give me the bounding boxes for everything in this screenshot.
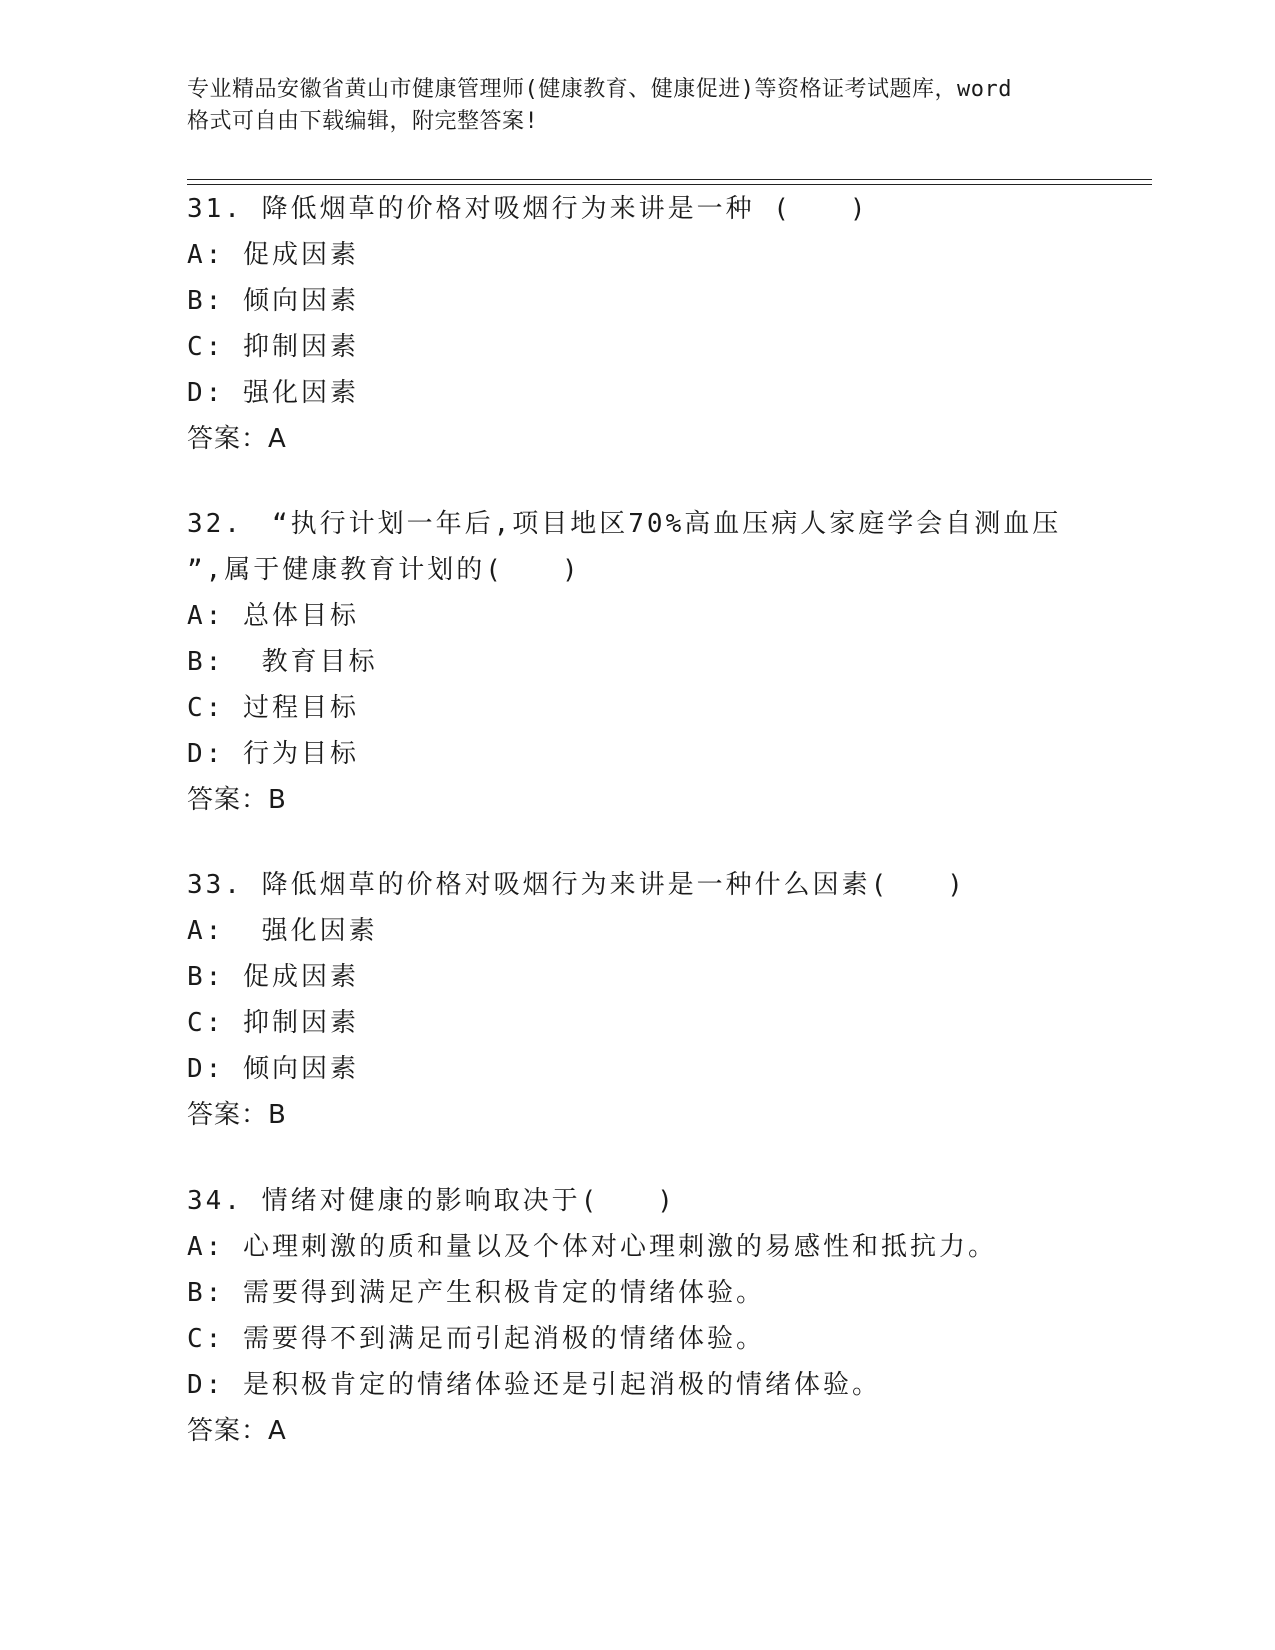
question-stem-line-2: ”,属于健康教育计划的( ) [187, 555, 581, 585]
option-c: C: 抑制因素 [187, 332, 359, 362]
answer-label: 答案：A [187, 424, 287, 454]
option-a: A: 强化因素 [187, 916, 378, 946]
question-stem: 34. 情绪对健康的影响取决于( ) [187, 1186, 676, 1216]
document-header [187, 74, 1087, 138]
option-a: A: 促成因素 [187, 240, 359, 270]
option-d: D: 行为目标 [187, 739, 359, 769]
option-c: C: 过程目标 [187, 693, 359, 723]
option-d: D: 是积极肯定的情绪体验还是引起消极的情绪体验。 [187, 1370, 881, 1400]
header-divider-bottom [187, 184, 1152, 185]
answer-label: 答案：B [187, 785, 287, 815]
option-a: A: 心理刺激的质和量以及个体对心理刺激的易感性和抵抗力。 [187, 1232, 997, 1262]
option-c: C: 需要得不到满足而引起消极的情绪体验。 [187, 1324, 765, 1354]
option-b: B: 倾向因素 [187, 286, 359, 316]
answer-label: 答案：A [187, 1416, 287, 1446]
question-31 [187, 186, 1147, 462]
header-line-1: 专业精品安徽省黄山市健康管理师(健康教育、健康促进)等资格证考试题库，word [187, 77, 1012, 102]
option-b: B: 促成因素 [187, 962, 359, 992]
question-32 [187, 501, 1147, 823]
option-c: C: 抑制因素 [187, 1008, 359, 1038]
option-b: B: 需要得到满足产生积极肯定的情绪体验。 [187, 1278, 765, 1308]
option-a: A: 总体目标 [187, 601, 359, 631]
header-divider-top [187, 179, 1152, 180]
question-stem: 31. 降低烟草的价格对吸烟行为来讲是一种 ( ) [187, 194, 869, 224]
option-b: B: 教育目标 [187, 647, 378, 677]
header-line-2: 格式可自由下载编辑，附完整答案! [187, 109, 539, 134]
option-d: D: 强化因素 [187, 378, 359, 408]
question-33 [187, 862, 1147, 1138]
question-34 [187, 1178, 1147, 1454]
option-d: D: 倾向因素 [187, 1054, 359, 1084]
question-stem: 33. 降低烟草的价格对吸烟行为来讲是一种什么因素( ) [187, 870, 966, 900]
answer-label: 答案：B [187, 1100, 287, 1130]
question-stem-line-1: 32. “执行计划一年后,项目地区70%高血压病人家庭学会自测血压 [187, 509, 1062, 539]
